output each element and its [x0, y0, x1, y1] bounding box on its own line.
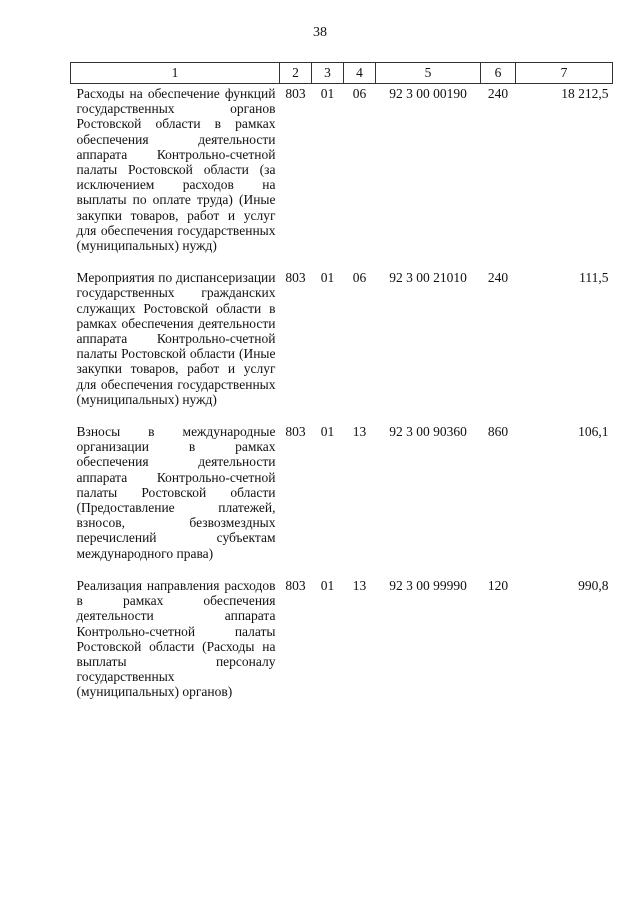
row-expense-type: 240: [487, 86, 509, 101]
table-header-row: [71, 63, 613, 84]
header-col-5: 5: [376, 63, 481, 84]
table-row: [71, 576, 613, 700]
row-subsection-code: 06: [352, 270, 367, 286]
row-spacer: [71, 253, 613, 268]
row-description: Мероприятия по диспансеризации государственных гражданских служащих Ростовской области в рамках обеспечения деятельности аппарата Контрольно-счетной палаты Ростовской области (Иные закупки товаров, работ и услуг для обеспечения государственных (муниципальных) нужд): [76, 270, 276, 407]
row-section-code: 01: [320, 86, 335, 101]
row-spacer: [71, 561, 613, 576]
row-amount: 990,8: [578, 577, 609, 593]
row-description: Взносы в международные организации в рамках обеспечения деятельности аппарата Контрольно-счетной палаты Ростовской области (Предоставление платежей, взносов, безвозмездных перечислений субъектам международного права): [76, 424, 276, 561]
table-row: [71, 268, 613, 407]
row-description: Расходы на обеспечение функций государственных органов Ростовской области в рамках обеспечения деятельности аппарата Контрольно-счетной палаты Ростовской области (за исключением расходов на выплаты по оплате труда) (Иные закупки товаров, работ и услуг для обеспечения государственных (муниципальных) нужд): [76, 86, 276, 254]
header-col-2: 2: [280, 63, 312, 84]
header-col-7: 7: [516, 63, 613, 84]
row-ministry-code: 803: [285, 86, 306, 101]
row-amount: 111,5: [579, 270, 609, 286]
row-subsection-code: 13: [352, 424, 367, 440]
row-expense-type: 240: [487, 270, 509, 286]
row-amount: 106,1: [578, 424, 609, 440]
header-col-4: 4: [344, 63, 376, 84]
row-target-article: 92 3 00 90360: [389, 424, 467, 440]
table-row: [71, 422, 613, 561]
header-col-1: 1: [71, 63, 280, 84]
header-col-6: 6: [481, 63, 516, 84]
row-ministry-code: 803: [285, 424, 306, 440]
row-section-code: 01: [320, 424, 335, 440]
page-number: 38: [313, 25, 327, 40]
row-target-article: 92 3 00 00190: [389, 86, 467, 101]
row-amount: 18 212,5: [561, 86, 609, 101]
row-subsection-code: 13: [352, 577, 367, 593]
header-col-3: 3: [312, 63, 344, 84]
row-description: Реализация направления расходов в рамках обеспечения деятельности аппарата Контрольно-счетной палаты Ростовской области (Расходы на выплаты персоналу государственных (муниципальных) органов): [76, 577, 276, 700]
row-expense-type: 860: [487, 424, 509, 440]
row-ministry-code: 803: [285, 577, 306, 593]
row-ministry-code: 803: [285, 270, 306, 286]
table-row: [71, 84, 613, 254]
row-section-code: 01: [320, 270, 335, 286]
row-target-article: 92 3 00 99990: [389, 577, 467, 593]
row-section-code: 01: [320, 577, 335, 593]
budget-table: [70, 62, 613, 700]
row-spacer: [71, 407, 613, 422]
row-expense-type: 120: [487, 577, 509, 593]
row-subsection-code: 06: [352, 86, 367, 101]
row-target-article: 92 3 00 21010: [389, 270, 467, 286]
